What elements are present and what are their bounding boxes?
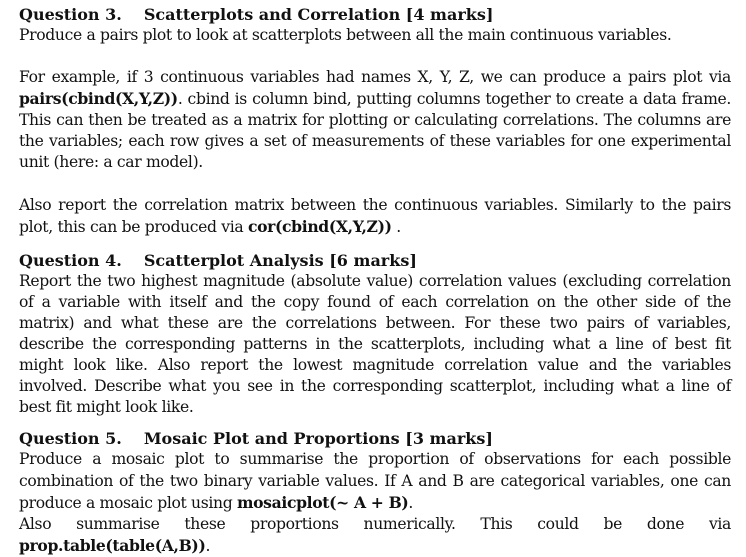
question-3-paragraph-2 bbox=[19, 67, 731, 173]
cor-code: cor(cbind(X,Y,Z)) bbox=[247, 216, 392, 236]
question-3-heading bbox=[19, 4, 731, 25]
q5-p1-text-a: Produce a mosaic plot to summarise the proportion of observations for each possible combination of the two binary variable values. If A and B are categorical variables, one can produce a mosaic plot using bbox=[19, 450, 731, 512]
question-3-paragraph-1: Produce a pairs plot to look at scatterplots between all the main continuous variables. bbox=[19, 26, 672, 44]
question-4-number: Question 4. bbox=[19, 250, 122, 270]
document-page bbox=[19, 4, 731, 557]
question-5-marks: [3 marks] bbox=[405, 429, 493, 449]
question-4-paragraph-1: Report the two highest magnitude (absolute value) correlation values (excluding correlation of a variable with itself and the copy found of each correlation on the other side of the matrix) and what these are the correlations between. For these two pairs of variables, describe the corresponding patterns in the scatterplots, including what a line of best fit might look like. Also report the lowest magnitude correlation value and the variables involved. Describe what you see in the corresponding scatterplot, including what a line of best fit might look like. bbox=[19, 271, 731, 417]
question-3-number: Question 3. bbox=[19, 5, 122, 24]
q5-p1-text-b: . bbox=[408, 493, 414, 512]
q3-p3-text-b: . bbox=[396, 217, 401, 236]
prop-table-code: prop.table(table(A,B)) bbox=[19, 535, 206, 555]
question-4-heading bbox=[19, 250, 731, 271]
question-5-number: Question 5. bbox=[19, 429, 122, 449]
q5-p2-text-a: Also summarise these proportions numerically. This could be done via bbox=[19, 514, 731, 533]
mosaicplot-code: mosaicplot(~ A + B) bbox=[236, 492, 409, 512]
question-3-title: Scatterplots and Correlation bbox=[143, 5, 401, 24]
question-4-title: Scatterplot Analysis bbox=[143, 250, 324, 270]
question-4-marks: [6 marks] bbox=[329, 250, 417, 270]
q3-p2-text-b: . cbind is column bind, putting columns together to create a data frame. This can then be treated as a matrix for plotting or calculating correlations. The columns are the variables; each row gives a set of measurements of these variables for one experimental unit (here: a car model). bbox=[19, 90, 731, 172]
pairs-code: pairs(cbind(X,Y,Z)) bbox=[19, 89, 178, 109]
question-5-heading bbox=[19, 428, 731, 449]
question-5-title: Mosaic Plot and Proportions bbox=[143, 429, 400, 449]
question-5-paragraph-1 bbox=[19, 449, 731, 513]
question-3-marks: [4 marks] bbox=[405, 5, 494, 24]
question-3-paragraph-3 bbox=[19, 195, 731, 238]
q5-p2-text-b: . bbox=[205, 536, 211, 555]
q3-p3-text-a: Also report the correlation matrix between the continuous variables. Similarly to the pairs plot, this can be produced via bbox=[19, 195, 731, 236]
question-5-paragraph-2 bbox=[19, 514, 731, 557]
q3-p2-text-a: For example, if 3 continuous variables had names X, Y, Z, we can produce a pairs plot via bbox=[19, 68, 731, 87]
